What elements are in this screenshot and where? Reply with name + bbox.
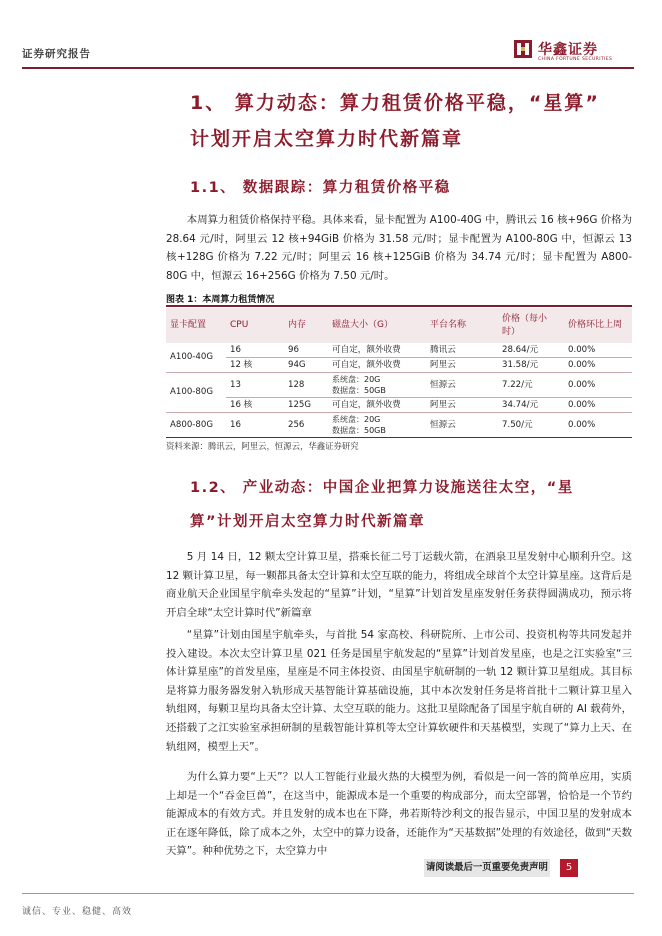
header-cpu: CPU — [226, 308, 284, 343]
cell-cpu: 16 核 — [226, 398, 284, 413]
cell-change: 0.00% — [564, 413, 632, 438]
cell-cpu: 16 — [226, 413, 284, 438]
cell-change: 0.00% — [564, 343, 632, 358]
section-1-title-line-2: 计划开启太空算力时代新篇章 — [190, 128, 464, 150]
table-title: 图表 1：本周算力租赁情况 — [166, 295, 275, 305]
table-row — [166, 343, 632, 358]
disk-data: 数据盘：50GB — [332, 426, 386, 435]
table-row — [166, 413, 632, 438]
logo-mark-icon — [514, 40, 532, 58]
disk-system: 系统盘：20G — [332, 415, 381, 424]
group-a100-80g: A100-80G — [166, 373, 226, 413]
cell-platform: 恒源云 — [426, 373, 498, 398]
header-gpu-config: 显卡配置 — [166, 308, 226, 343]
section-1-1-paragraph: 本周算力租赁价格保持平稳。具体来看，显卡配置为 A100-40G 中，腾讯云 16 核+96G 价格为 28.64 元/时，阿里云 12 核+94GiB 价格为 31.58 元/时；显卡配置为 A100-80G 中，恒源云 13 核+128G 价格为 7.22 元/时；阿里云 16 核+125GiB 价格为 34.74 元/时；显卡配置为 A800-80G 中，恒源云 16+256G 价格为 7.50 元/时。 — [166, 214, 632, 282]
section-1-title-line-1: 1、 算力动态：算力租赁价格平稳，“星算” — [190, 92, 600, 114]
rental-price-table — [166, 308, 632, 438]
header-disk: 磁盘大小（G） — [328, 308, 426, 343]
cell-disk: 可自定，额外收费 — [328, 398, 426, 413]
cell-platform: 阿里云 — [426, 398, 498, 413]
header-rule — [22, 67, 634, 69]
table-source: 资料来源：腾讯云，阿里云，恒源云，华鑫证券研究 — [166, 441, 359, 451]
header-price: 价格（每小时） — [498, 308, 564, 343]
cell-cpu: 12 核 — [226, 358, 284, 373]
cell-platform: 阿里云 — [426, 358, 498, 373]
footer-motto: 诚信、专业、稳健、高效 — [22, 907, 133, 917]
table-top-rule — [166, 305, 632, 307]
cell-disk: 可自定，额外收费 — [328, 358, 426, 373]
cell-price: 7.50/元 — [498, 413, 564, 438]
cell-price: 34.74/元 — [498, 398, 564, 413]
header-platform: 平台名称 — [426, 308, 498, 343]
header-change: 价格环比上周 — [564, 308, 632, 343]
cell-change: 0.00% — [564, 373, 632, 398]
cell-memory: 125G — [284, 398, 328, 413]
table-row — [166, 358, 632, 373]
table-header-row — [166, 308, 632, 343]
disclaimer-notice: 请阅读最后一页重要免责声明 — [424, 859, 550, 877]
cell-cpu: 16 — [226, 343, 284, 358]
section-1-2-paragraph-2: “星算”计划由国星宇航牵头，与首批 54 家高校、科研院所、上市公司、投资机构等共同发起并投入建设。本次太空计算卫星 021 任务是国星宇航发起的“星算”计划首发星座，也是之江实验室“三体计算星座”的首发星座，星座是不同主体投资、由国星宇航研制的一轨 12 颗计算卫星组成。其目标是将算力服务器发射入轨形成天基智能计算基础设施，其中本次发射任务是将首批十二颗计算卫星入轨组网，每颗卫星均具备太空计算、太空互联的能力。这批卫星除配备了国星宇航自研的 AI 载荷外，还搭载了之江实验室承担研制的星载智能计算机等太空计算软硬件和天基模型，实现了“算力上天、在轨组网，模型上天”。 — [166, 629, 632, 753]
logo-name-en: CHINA FORTUNE SECURITIES — [538, 57, 613, 62]
cell-price: 7.22/元 — [498, 373, 564, 398]
cell-cpu: 13 — [226, 373, 284, 398]
cell-platform: 腾讯云 — [426, 343, 498, 358]
disk-data: 数据盘：50GB — [332, 386, 386, 395]
cell-disk — [328, 413, 426, 438]
footer-rule — [22, 893, 634, 894]
company-logo — [514, 38, 634, 66]
section-1-2-paragraph-3: 为什么算力要“上天”？以人工智能行业最火热的大模型为例，看似是一问一答的简单应用，实质上却是一个“吞金巨兽”，在这当中，能源成本是一个重要的构成部分，而太空部署，恰恰是一个节约能源成本的有效方式。并且发射的成本也在下降，弗若斯特沙利文的报告显示，中国卫星的发射成本正在逐年降低，除了成本之外，太空中的算力设备，还能作为“天基数据”处理的有效途径，做到“天数天算”。种种优势之下，太空算力中 — [166, 771, 632, 858]
cell-memory: 128 — [284, 373, 328, 398]
section-1-2-paragraph-1: 5 月 14 日，12 颗太空计算卫星，搭乘长征二号丁运载火箭，在酒泉卫星发射中心顺利升空。这 12 颗计算卫星，每一颗都具备太空计算和太空互联的能力，将组成全球首个太空计算星座。这背后是商业航天企业国星宇航牵头发起的“星算”计划，“星算”计划首发星座发射任务获得圆满成功，预示将开启全球“太空计算时代”新篇章 — [166, 551, 632, 619]
group-a800-80g: A800-80G — [166, 413, 226, 438]
cell-price: 28.64/元 — [498, 343, 564, 358]
cell-memory: 96 — [284, 343, 328, 358]
cell-memory: 256 — [284, 413, 328, 438]
table-row — [166, 373, 632, 398]
disk-system: 系统盘：20G — [332, 375, 381, 384]
cell-change: 0.00% — [564, 398, 632, 413]
section-1-2-title-line-2: 算”计划开启太空算力时代新篇章 — [190, 514, 426, 530]
cell-disk: 可自定，额外收费 — [328, 343, 426, 358]
cell-disk — [328, 373, 426, 398]
cell-change: 0.00% — [564, 358, 632, 373]
page-number: 5 — [560, 859, 578, 877]
section-1-2-title-line-1: 1.2、 产业动态：中国企业把算力设施送往太空，“星 — [190, 480, 574, 496]
report-label: 证券研究报告 — [22, 48, 91, 60]
cell-price: 31.58/元 — [498, 358, 564, 373]
cell-memory: 94G — [284, 358, 328, 373]
table-row — [166, 398, 632, 413]
cell-platform: 恒源云 — [426, 413, 498, 438]
group-a100-40g: A100-40G — [166, 343, 226, 373]
logo-name-cn: 华鑫证券 — [538, 42, 598, 58]
header-memory: 内存 — [284, 308, 328, 343]
section-1-1-title: 1.1、 数据跟踪：算力租赁价格平稳 — [190, 180, 451, 196]
